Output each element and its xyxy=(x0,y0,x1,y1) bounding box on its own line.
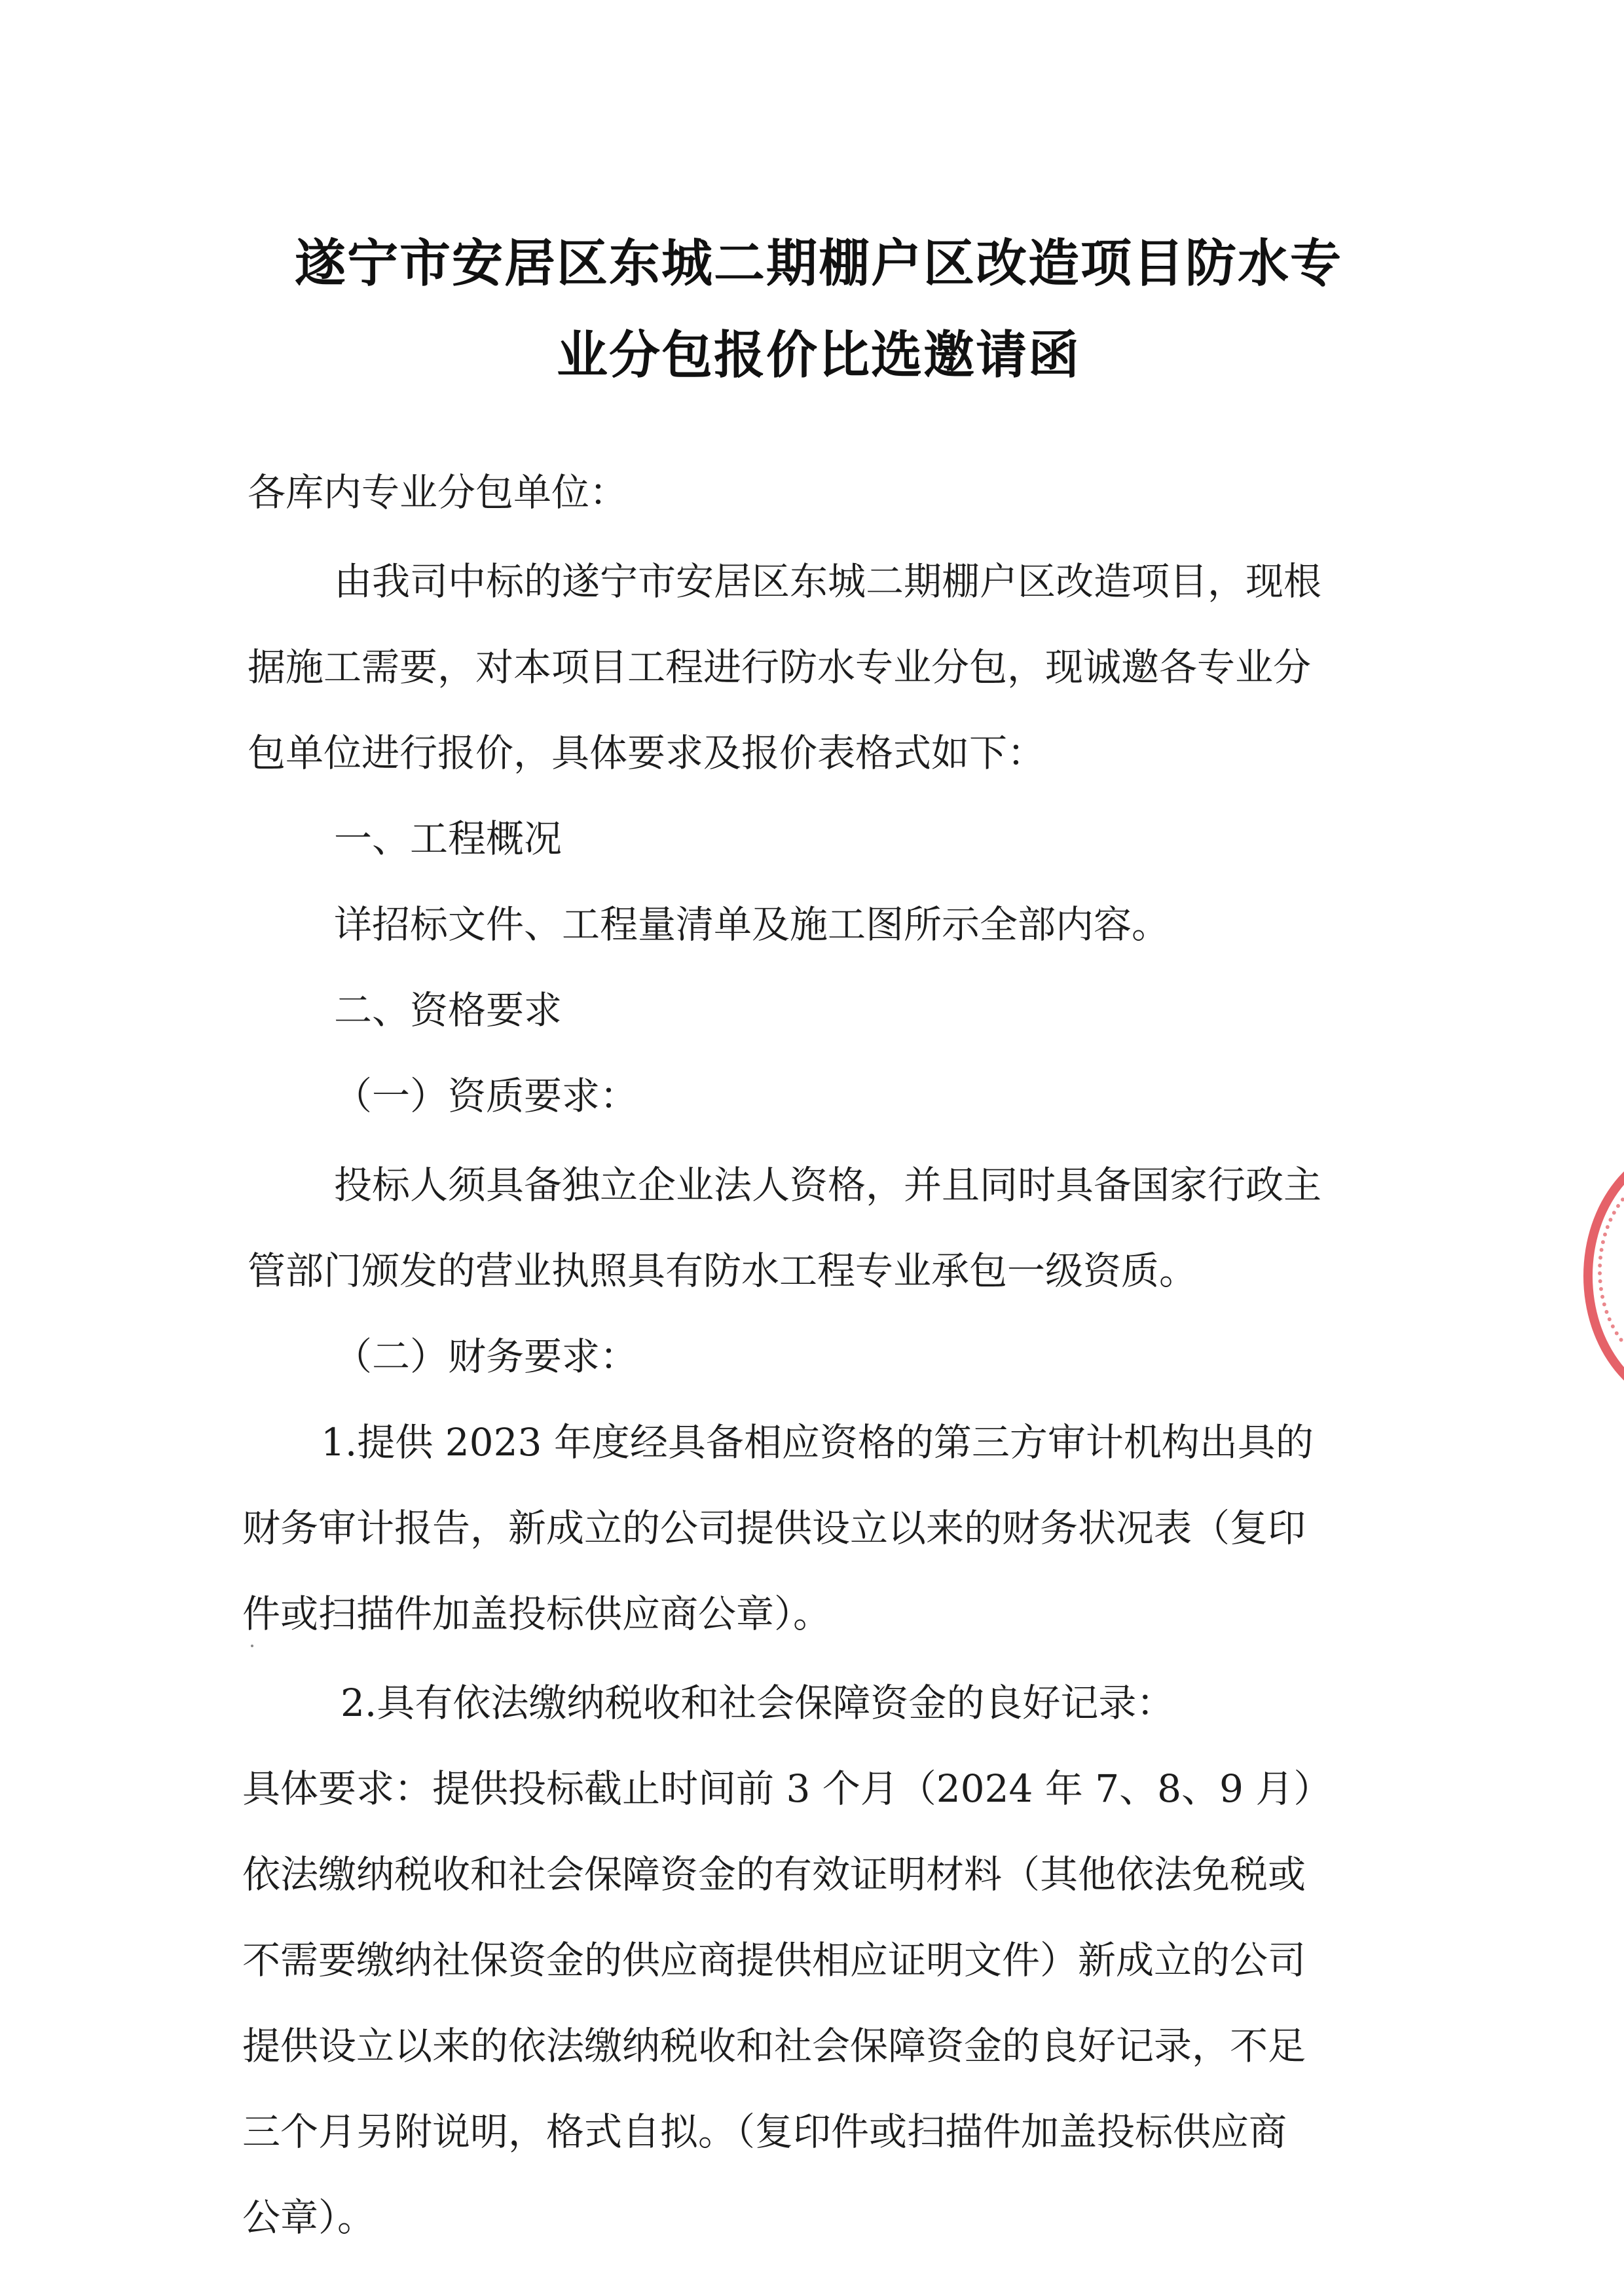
intro-line-3: 包单位进行报价，具体要求及报价表格式如下： xyxy=(248,731,1046,775)
section-1-body: 详招标文件、工程量清单及施工图所示全部内容。 xyxy=(334,902,1170,947)
item-1-line-1: 1.提供 2023 年度经具备相应资格的第三方审计机构出具的 xyxy=(321,1420,1314,1465)
item-1-line-3: 件或扫描件加盖投标供应商公章）。 xyxy=(242,1592,832,1636)
item-2-line-6: 公章）。 xyxy=(242,2195,376,2240)
item-2-line-4: 提供设立以来的依法缴纳税收和社会保障资金的良好记录，不足 xyxy=(242,2024,1306,2068)
item-2-line-1: 具体要求：提供投标截止时间前 3 个月（2024 年 7、8、9 月） xyxy=(242,1766,1332,1811)
item-2-line-2: 依法缴纳税收和社会保障资金的有效证明材料（其他依法免税或 xyxy=(242,1852,1306,1897)
item-2-line-5: 三个月另附说明，格式自拟。（复印件或扫描件加盖投标供应商 xyxy=(242,2109,1287,2154)
title-line-2: 业分包报价比选邀请函 xyxy=(556,326,1080,385)
scan-speck xyxy=(251,1645,253,1647)
intro-line-2: 据施工需要，对本项目工程进行防水专业分包，现诚邀各专业分 xyxy=(248,645,1312,689)
item-2-heading: 2.具有依法缴纳税收和社会保障资金的良好记录： xyxy=(341,1681,1175,1725)
salutation: 各库内专业分包单位： xyxy=(248,470,628,515)
section-1-heading: 一、工程概况 xyxy=(334,816,563,861)
intro-line-1: 由我司中标的遂宁市安居区东城二期棚户区改造项目，现根 xyxy=(334,559,1322,604)
section-2-heading: 二、资格要求 xyxy=(334,988,563,1032)
item-1-line-2: 财务审计报告，新成立的公司提供设立以来的财务状况表（复印 xyxy=(242,1506,1306,1550)
sub-1-body-line-2: 管部门颁发的营业执照具有防水工程专业承包一级资质。 xyxy=(248,1248,1198,1293)
sub-1-body-line-1: 投标人须具备独立企业法人资格，并且同时具备国家行政主 xyxy=(334,1163,1322,1207)
item-2-line-3: 不需要缴纳社保资金的供应商提供相应证明文件）新成立的公司 xyxy=(242,1938,1306,1982)
title-line-1: 遂宁市安居区东城二期棚户区改造项目防水专 xyxy=(294,234,1342,293)
sub-2-heading: （二）财务要求： xyxy=(334,1334,638,1379)
sub-1-heading: （一）资质要求： xyxy=(334,1074,638,1118)
